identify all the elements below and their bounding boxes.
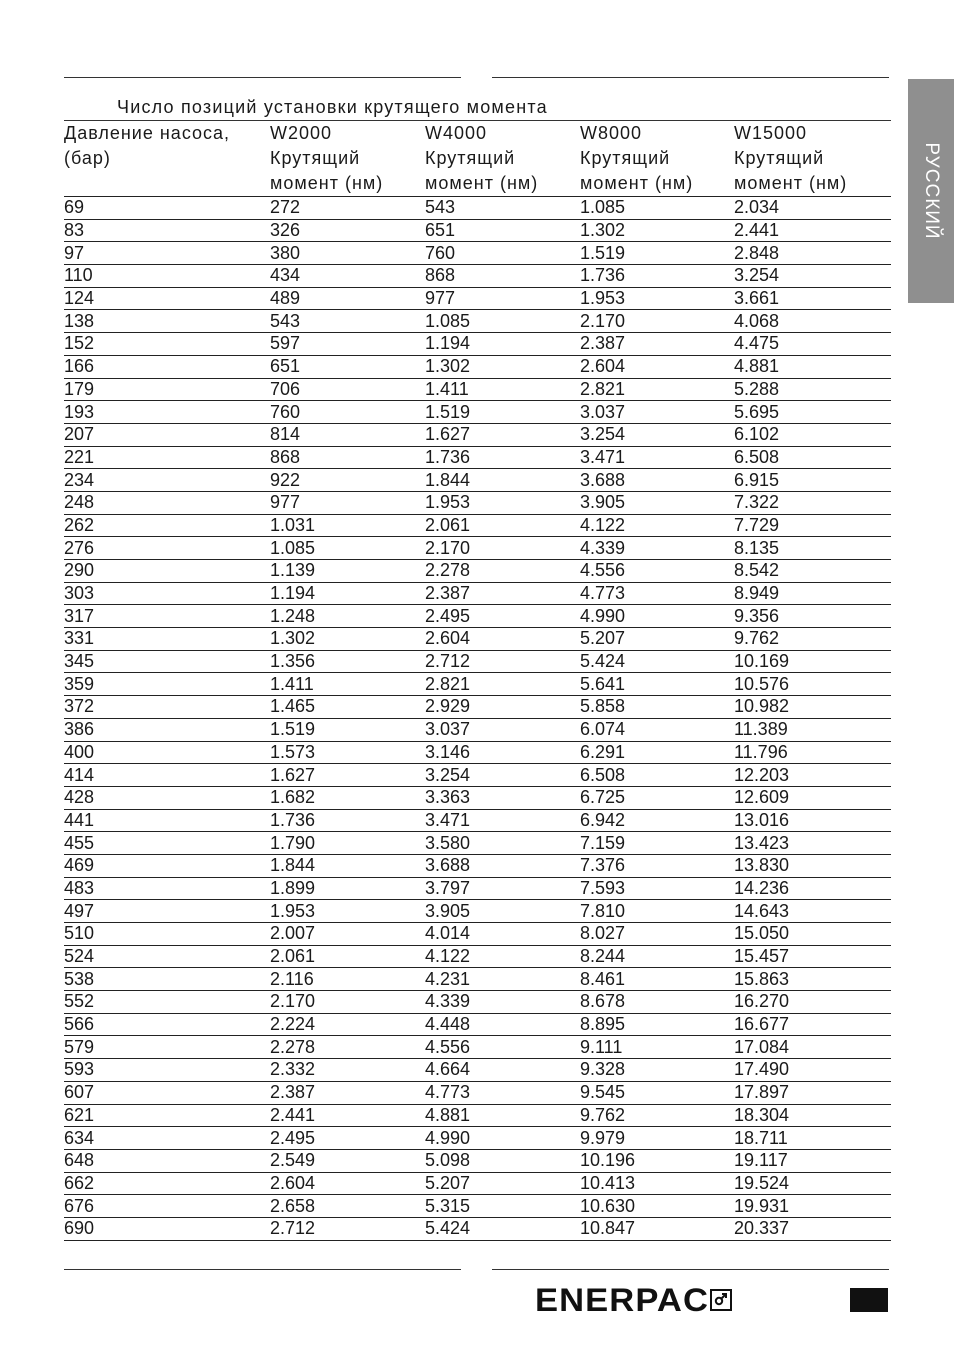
language-tab bbox=[908, 79, 954, 303]
table-cell: 15.457 bbox=[734, 945, 891, 968]
table-cell: 662 bbox=[64, 1172, 270, 1195]
table-cell: 4.881 bbox=[734, 355, 891, 378]
table-cell: 5.098 bbox=[425, 1149, 580, 1172]
table-cell: 12.609 bbox=[734, 786, 891, 809]
table-cell: 2.387 bbox=[580, 333, 734, 356]
table-cell: 676 bbox=[64, 1195, 270, 1218]
table-cell: 760 bbox=[425, 242, 580, 265]
table-cell: 13.016 bbox=[734, 809, 891, 832]
table-cell: 1.953 bbox=[425, 491, 580, 514]
table-cell: 2.278 bbox=[270, 1036, 425, 1059]
table-cell: 4.475 bbox=[734, 333, 891, 356]
table-cell: 8.244 bbox=[580, 945, 734, 968]
table-cell: 6.074 bbox=[580, 718, 734, 741]
table-cell: 543 bbox=[270, 310, 425, 333]
table-row bbox=[64, 968, 891, 991]
table-cell: 9.979 bbox=[580, 1127, 734, 1150]
table-row bbox=[64, 1149, 891, 1172]
table-row bbox=[64, 219, 891, 242]
table-cell: 2.495 bbox=[270, 1127, 425, 1150]
table-cell: 8.461 bbox=[580, 968, 734, 991]
table-cell: 3.580 bbox=[425, 832, 580, 855]
table-row bbox=[64, 423, 891, 446]
header-w4000: W4000 Крутящий момент (нм) bbox=[425, 121, 580, 197]
table-cell: 1.248 bbox=[270, 605, 425, 628]
table-cell: 2.848 bbox=[734, 242, 891, 265]
table-cell: 97 bbox=[64, 242, 270, 265]
table-cell: 3.037 bbox=[425, 718, 580, 741]
table-cell: 234 bbox=[64, 469, 270, 492]
table-cell: 4.339 bbox=[580, 537, 734, 560]
table-cell: 1.899 bbox=[270, 877, 425, 900]
table-cell: 2.061 bbox=[425, 514, 580, 537]
table-cell: 10.413 bbox=[580, 1172, 734, 1195]
table-cell: 3.146 bbox=[425, 741, 580, 764]
table-row bbox=[64, 378, 891, 401]
table-row bbox=[64, 355, 891, 378]
table-cell: 3.254 bbox=[580, 423, 734, 446]
table-cell: 2.495 bbox=[425, 605, 580, 628]
table-cell: 690 bbox=[64, 1217, 270, 1240]
table-cell: 179 bbox=[64, 378, 270, 401]
table-cell: 5.641 bbox=[580, 673, 734, 696]
table-cell: 1.411 bbox=[425, 378, 580, 401]
table-cell: 1.736 bbox=[580, 265, 734, 288]
table-cell: 17.084 bbox=[734, 1036, 891, 1059]
table-cell: 4.990 bbox=[425, 1127, 580, 1150]
table-cell: 814 bbox=[270, 423, 425, 446]
table-cell: 1.194 bbox=[270, 582, 425, 605]
table-row bbox=[64, 560, 891, 583]
table-row bbox=[64, 1172, 891, 1195]
table-row bbox=[64, 537, 891, 560]
table-cell: 6.508 bbox=[734, 446, 891, 469]
table-cell: 5.424 bbox=[580, 650, 734, 673]
table-cell: 4.068 bbox=[734, 310, 891, 333]
table-cell: 3.037 bbox=[580, 401, 734, 424]
table-cell: 2.116 bbox=[270, 968, 425, 991]
table-cell: 9.328 bbox=[580, 1059, 734, 1082]
table-cell: 2.604 bbox=[580, 355, 734, 378]
table-cell: 110 bbox=[64, 265, 270, 288]
table-cell: 5.315 bbox=[425, 1195, 580, 1218]
table-row bbox=[64, 401, 891, 424]
table-cell: 18.304 bbox=[734, 1104, 891, 1127]
table-cell: 489 bbox=[270, 287, 425, 310]
table-cell: 5.288 bbox=[734, 378, 891, 401]
table-cell: 138 bbox=[64, 310, 270, 333]
table-row bbox=[64, 310, 891, 333]
table-cell: 2.658 bbox=[270, 1195, 425, 1218]
table-cell: 248 bbox=[64, 491, 270, 514]
table-cell: 16.270 bbox=[734, 991, 891, 1014]
header-w8000: W8000 Крутящий момент (нм) bbox=[580, 121, 734, 197]
table-cell: 2.441 bbox=[734, 219, 891, 242]
table-cell: 15.863 bbox=[734, 968, 891, 991]
table-cell: 207 bbox=[64, 423, 270, 446]
table-row bbox=[64, 877, 891, 900]
table-cell: 6.725 bbox=[580, 786, 734, 809]
table-cell: 262 bbox=[64, 514, 270, 537]
table-cell: 13.830 bbox=[734, 854, 891, 877]
table-cell: 2.170 bbox=[580, 310, 734, 333]
table-cell: 19.117 bbox=[734, 1149, 891, 1172]
table-cell: 326 bbox=[270, 219, 425, 242]
table-cell: 10.576 bbox=[734, 673, 891, 696]
table-cell: 10.847 bbox=[580, 1217, 734, 1240]
table-cell: 497 bbox=[64, 900, 270, 923]
table-row bbox=[64, 718, 891, 741]
table-cell: 14.236 bbox=[734, 877, 891, 900]
table-cell: 10.982 bbox=[734, 696, 891, 719]
table-cell: 3.797 bbox=[425, 877, 580, 900]
table-row bbox=[64, 197, 891, 220]
table-cell: 1.844 bbox=[270, 854, 425, 877]
header-w2000: W2000 Крутящий момент (нм) bbox=[270, 121, 425, 197]
table-row bbox=[64, 628, 891, 651]
table-cell: 2.224 bbox=[270, 1013, 425, 1036]
table-row bbox=[64, 809, 891, 832]
table-cell: 1.302 bbox=[580, 219, 734, 242]
table-cell: 469 bbox=[64, 854, 270, 877]
table-cell: 1.627 bbox=[270, 764, 425, 787]
table-cell: 4.014 bbox=[425, 923, 580, 946]
table-cell: 2.007 bbox=[270, 923, 425, 946]
table-cell: 9.545 bbox=[580, 1081, 734, 1104]
table-row bbox=[64, 673, 891, 696]
table-cell: 4.881 bbox=[425, 1104, 580, 1127]
table-caption: Число позиций установки крутящего момента bbox=[117, 97, 548, 117]
table-cell: 1.519 bbox=[425, 401, 580, 424]
table-cell: 16.677 bbox=[734, 1013, 891, 1036]
top-rule-right bbox=[492, 77, 889, 78]
table-row bbox=[64, 741, 891, 764]
table-cell: 4.556 bbox=[425, 1036, 580, 1059]
table-cell: 19.931 bbox=[734, 1195, 891, 1218]
table-row bbox=[64, 991, 891, 1014]
page-number-box bbox=[850, 1288, 888, 1312]
table-cell: 2.061 bbox=[270, 945, 425, 968]
table-cell: 1.139 bbox=[270, 560, 425, 583]
table-cell: 868 bbox=[425, 265, 580, 288]
table-cell: 4.990 bbox=[580, 605, 734, 628]
table-cell: 7.593 bbox=[580, 877, 734, 900]
table-cell: 7.322 bbox=[734, 491, 891, 514]
table-cell: 3.905 bbox=[425, 900, 580, 923]
table-header-row bbox=[64, 121, 891, 197]
table-cell: 221 bbox=[64, 446, 270, 469]
table-cell: 5.695 bbox=[734, 401, 891, 424]
table-cell: 17.490 bbox=[734, 1059, 891, 1082]
table-cell: 6.291 bbox=[580, 741, 734, 764]
table-cell: 977 bbox=[270, 491, 425, 514]
table-body bbox=[64, 197, 891, 1241]
table-cell: 69 bbox=[64, 197, 270, 220]
table-row bbox=[64, 514, 891, 537]
table-row bbox=[64, 945, 891, 968]
table-row bbox=[64, 923, 891, 946]
table-cell: 19.524 bbox=[734, 1172, 891, 1195]
table-cell: 538 bbox=[64, 968, 270, 991]
table-cell: 651 bbox=[270, 355, 425, 378]
table-cell: 2.821 bbox=[580, 378, 734, 401]
table-cell: 400 bbox=[64, 741, 270, 764]
table-cell: 3.254 bbox=[425, 764, 580, 787]
table-cell: 579 bbox=[64, 1036, 270, 1059]
table-cell: 4.231 bbox=[425, 968, 580, 991]
table-cell: 1.411 bbox=[270, 673, 425, 696]
table-row bbox=[64, 1013, 891, 1036]
table-cell: 4.122 bbox=[580, 514, 734, 537]
enerpac-logo bbox=[535, 1281, 732, 1318]
table-cell: 922 bbox=[270, 469, 425, 492]
table-cell: 345 bbox=[64, 650, 270, 673]
table-cell: 566 bbox=[64, 1013, 270, 1036]
table-row bbox=[64, 854, 891, 877]
table-cell: 441 bbox=[64, 809, 270, 832]
table-cell: 166 bbox=[64, 355, 270, 378]
table-cell: 4.773 bbox=[425, 1081, 580, 1104]
table-row bbox=[64, 287, 891, 310]
table-row bbox=[64, 786, 891, 809]
table-cell: 20.337 bbox=[734, 1217, 891, 1240]
table-cell: 2.712 bbox=[425, 650, 580, 673]
table-cell: 8.949 bbox=[734, 582, 891, 605]
table-cell: 272 bbox=[270, 197, 425, 220]
table-cell: 303 bbox=[64, 582, 270, 605]
table-cell: 510 bbox=[64, 923, 270, 946]
table-cell: 6.102 bbox=[734, 423, 891, 446]
table-cell: 1.031 bbox=[270, 514, 425, 537]
table-cell: 2.821 bbox=[425, 673, 580, 696]
table-cell: 8.135 bbox=[734, 537, 891, 560]
table-cell: 8.027 bbox=[580, 923, 734, 946]
table-cell: 634 bbox=[64, 1127, 270, 1150]
table-cell: 1.302 bbox=[270, 628, 425, 651]
table-cell: 2.034 bbox=[734, 197, 891, 220]
table-cell: 1.573 bbox=[270, 741, 425, 764]
table-cell: 2.278 bbox=[425, 560, 580, 583]
table-cell: 1.790 bbox=[270, 832, 425, 855]
table-cell: 2.549 bbox=[270, 1149, 425, 1172]
table-cell: 7.729 bbox=[734, 514, 891, 537]
table-cell: 1.465 bbox=[270, 696, 425, 719]
table-row bbox=[64, 764, 891, 787]
table-cell: 706 bbox=[270, 378, 425, 401]
table-cell: 5.207 bbox=[425, 1172, 580, 1195]
table-row bbox=[64, 696, 891, 719]
table-cell: 1.844 bbox=[425, 469, 580, 492]
table-row bbox=[64, 1217, 891, 1240]
table-cell: 5.858 bbox=[580, 696, 734, 719]
table-cell: 4.556 bbox=[580, 560, 734, 583]
table-cell: 331 bbox=[64, 628, 270, 651]
table-cell: 2.387 bbox=[425, 582, 580, 605]
table-cell: 3.471 bbox=[425, 809, 580, 832]
table-cell: 7.810 bbox=[580, 900, 734, 923]
table-cell: 193 bbox=[64, 401, 270, 424]
table-cell: 17.897 bbox=[734, 1081, 891, 1104]
table-cell: 2.441 bbox=[270, 1104, 425, 1127]
table-cell: 1.085 bbox=[425, 310, 580, 333]
table-cell: 593 bbox=[64, 1059, 270, 1082]
table-cell: 483 bbox=[64, 877, 270, 900]
table-cell: 1.519 bbox=[270, 718, 425, 741]
table-cell: 9.111 bbox=[580, 1036, 734, 1059]
top-rule-left bbox=[64, 77, 461, 78]
table-cell: 414 bbox=[64, 764, 270, 787]
table-cell: 2.604 bbox=[425, 628, 580, 651]
table-row bbox=[64, 446, 891, 469]
table-cell: 386 bbox=[64, 718, 270, 741]
table-cell: 18.711 bbox=[734, 1127, 891, 1150]
table-cell: 124 bbox=[64, 287, 270, 310]
table-cell: 621 bbox=[64, 1104, 270, 1127]
table-row bbox=[64, 900, 891, 923]
bottom-rule-right bbox=[492, 1269, 889, 1270]
table-cell: 13.423 bbox=[734, 832, 891, 855]
table-cell: 12.203 bbox=[734, 764, 891, 787]
table-cell: 3.688 bbox=[425, 854, 580, 877]
table-cell: 1.953 bbox=[580, 287, 734, 310]
table-row bbox=[64, 832, 891, 855]
table-cell: 9.762 bbox=[580, 1104, 734, 1127]
table-cell: 651 bbox=[425, 219, 580, 242]
table-cell: 5.207 bbox=[580, 628, 734, 651]
table-cell: 359 bbox=[64, 673, 270, 696]
table-cell: 14.643 bbox=[734, 900, 891, 923]
table-cell: 10.630 bbox=[580, 1195, 734, 1218]
table-cell: 1.953 bbox=[270, 900, 425, 923]
table-row bbox=[64, 469, 891, 492]
table-cell: 428 bbox=[64, 786, 270, 809]
table-cell: 434 bbox=[270, 265, 425, 288]
table-cell: 1.194 bbox=[425, 333, 580, 356]
table-row bbox=[64, 650, 891, 673]
table-cell: 1.085 bbox=[580, 197, 734, 220]
torque-table bbox=[64, 121, 891, 1241]
table-row bbox=[64, 491, 891, 514]
table-cell: 3.661 bbox=[734, 287, 891, 310]
table-row bbox=[64, 1127, 891, 1150]
logo-text: ENERPAC bbox=[535, 1281, 709, 1318]
table-cell: 7.376 bbox=[580, 854, 734, 877]
table-row bbox=[64, 265, 891, 288]
bottom-rule-left bbox=[64, 1269, 461, 1270]
table-cell: 455 bbox=[64, 832, 270, 855]
table-cell: 1.085 bbox=[270, 537, 425, 560]
table-cell: 4.122 bbox=[425, 945, 580, 968]
table-cell: 868 bbox=[270, 446, 425, 469]
table-cell: 1.736 bbox=[270, 809, 425, 832]
table-cell: 6.942 bbox=[580, 809, 734, 832]
table-cell: 1.736 bbox=[425, 446, 580, 469]
table-row bbox=[64, 1059, 891, 1082]
table-row bbox=[64, 1195, 891, 1218]
table-cell: 317 bbox=[64, 605, 270, 628]
table-cell: 4.448 bbox=[425, 1013, 580, 1036]
table-cell: 552 bbox=[64, 991, 270, 1014]
table-cell: 1.356 bbox=[270, 650, 425, 673]
table-row bbox=[64, 1036, 891, 1059]
header-pressure: Давление насоса, (бар) bbox=[64, 121, 270, 197]
table-row bbox=[64, 242, 891, 265]
table-cell: 10.169 bbox=[734, 650, 891, 673]
table-cell: 6.915 bbox=[734, 469, 891, 492]
table-cell: 1.627 bbox=[425, 423, 580, 446]
table-cell: 5.424 bbox=[425, 1217, 580, 1240]
table-cell: 152 bbox=[64, 333, 270, 356]
table-cell: 1.682 bbox=[270, 786, 425, 809]
table-cell: 760 bbox=[270, 401, 425, 424]
table-cell: 83 bbox=[64, 219, 270, 242]
table-cell: 4.339 bbox=[425, 991, 580, 1014]
table-row bbox=[64, 333, 891, 356]
table-cell: 9.356 bbox=[734, 605, 891, 628]
table-cell: 543 bbox=[425, 197, 580, 220]
table-cell: 648 bbox=[64, 1149, 270, 1172]
table-cell: 2.604 bbox=[270, 1172, 425, 1195]
header-w15000: W15000 Крутящий момент (нм) bbox=[734, 121, 891, 197]
table-cell: 2.170 bbox=[270, 991, 425, 1014]
table-cell: 372 bbox=[64, 696, 270, 719]
table-cell: 290 bbox=[64, 560, 270, 583]
table-cell: 9.762 bbox=[734, 628, 891, 651]
table-cell: 4.773 bbox=[580, 582, 734, 605]
table-cell: 8.542 bbox=[734, 560, 891, 583]
table-cell: 2.170 bbox=[425, 537, 580, 560]
table-cell: 3.363 bbox=[425, 786, 580, 809]
table-row bbox=[64, 1104, 891, 1127]
table-cell: 11.389 bbox=[734, 718, 891, 741]
table-cell: 607 bbox=[64, 1081, 270, 1104]
table-cell: 3.254 bbox=[734, 265, 891, 288]
table-cell: 3.688 bbox=[580, 469, 734, 492]
table-cell: 1.302 bbox=[425, 355, 580, 378]
table-cell: 4.664 bbox=[425, 1059, 580, 1082]
table-cell: 11.796 bbox=[734, 741, 891, 764]
table-cell: 2.929 bbox=[425, 696, 580, 719]
table-cell: 276 bbox=[64, 537, 270, 560]
table-cell: 2.387 bbox=[270, 1081, 425, 1104]
table-cell: 2.332 bbox=[270, 1059, 425, 1082]
table-cell: 15.050 bbox=[734, 923, 891, 946]
table-row bbox=[64, 1081, 891, 1104]
table-cell: 2.712 bbox=[270, 1217, 425, 1240]
table-cell: 597 bbox=[270, 333, 425, 356]
table-cell: 3.471 bbox=[580, 446, 734, 469]
language-tab-label: РУССКИЙ bbox=[921, 142, 942, 240]
table-cell: 977 bbox=[425, 287, 580, 310]
table-cell: 380 bbox=[270, 242, 425, 265]
table-row bbox=[64, 605, 891, 628]
table-cell: 7.159 bbox=[580, 832, 734, 855]
table-cell: 3.905 bbox=[580, 491, 734, 514]
logo-mark-icon bbox=[710, 1289, 732, 1311]
table-cell: 6.508 bbox=[580, 764, 734, 787]
table-cell: 524 bbox=[64, 945, 270, 968]
table-cell: 1.519 bbox=[580, 242, 734, 265]
table-cell: 8.678 bbox=[580, 991, 734, 1014]
table-row bbox=[64, 582, 891, 605]
table-cell: 8.895 bbox=[580, 1013, 734, 1036]
table-cell: 10.196 bbox=[580, 1149, 734, 1172]
